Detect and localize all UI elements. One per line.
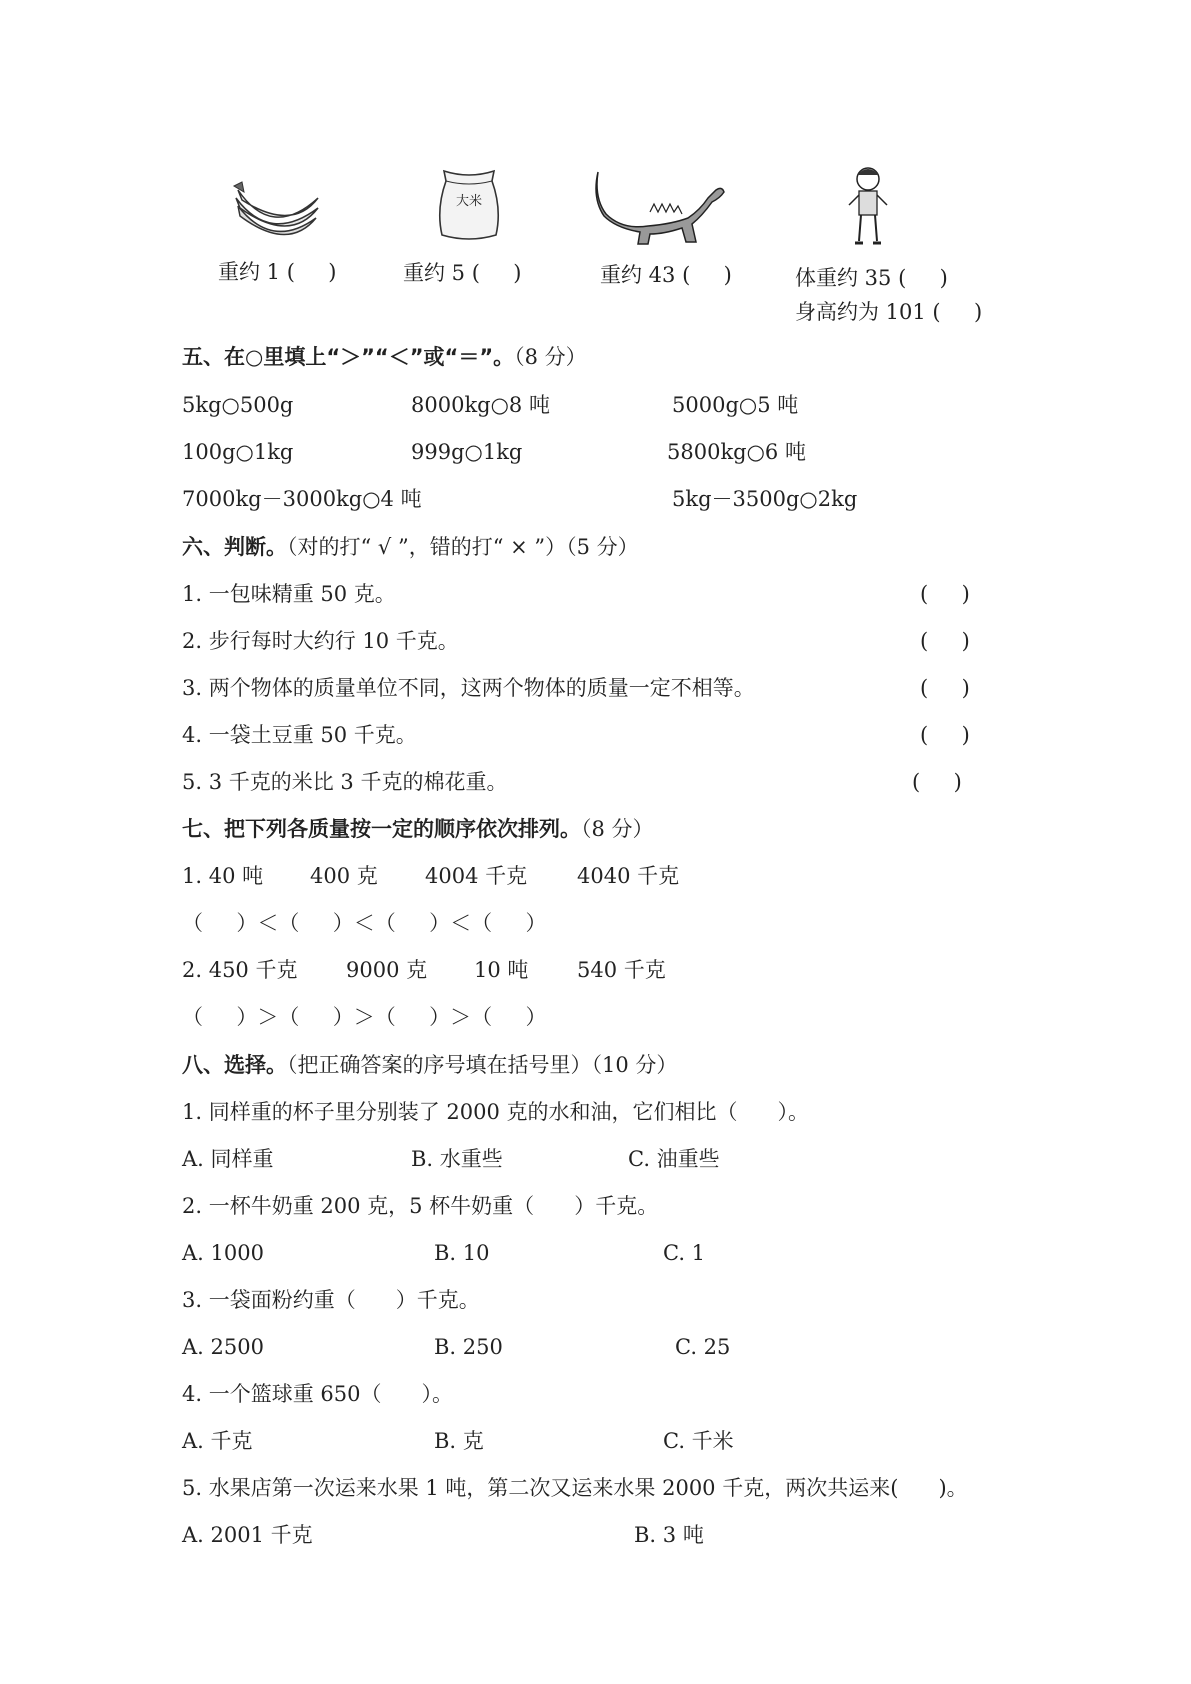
dinosaur-picture: [588, 168, 728, 248]
choice-option[interactable]: B. 克: [434, 1429, 484, 1453]
choice-option[interactable]: B. 3 吨: [634, 1523, 704, 1547]
choice-option[interactable]: C. 千米: [663, 1429, 734, 1453]
choice-option[interactable]: B. 水重些: [411, 1147, 503, 1171]
choice-option[interactable]: B. 250: [434, 1335, 503, 1359]
compare-item: 5kg－3500g○2kg: [672, 487, 858, 511]
order-q1-item: 4004 千克: [425, 864, 528, 888]
choice-question: 4. 一个篮球重 650（ ）。: [182, 1382, 454, 1406]
choice-option[interactable]: A. 同样重: [182, 1147, 274, 1171]
section5-heading: 五、在○里填上“＞”“＜”或“＝”。（8 分）: [182, 345, 587, 369]
choice-question: 2. 一杯牛奶重 200 克，5 杯牛奶重（ ）千克。: [182, 1194, 659, 1218]
judge-bracket[interactable]: ( ): [920, 629, 970, 653]
order-q1-label: 1. 40 吨: [182, 864, 264, 888]
choice-option[interactable]: A. 2500: [182, 1335, 264, 1359]
boy-height-caption: 身高约为 101 ( ): [795, 300, 983, 324]
dinosaur-caption: 重约 43 ( ): [600, 263, 732, 287]
order-q2-item: 540 千克: [577, 958, 666, 982]
order-q2-answer-row[interactable]: （ ）＞（ ）＞（ ）＞（ ）: [182, 1005, 547, 1029]
banana-caption: 重约 1 ( ): [218, 260, 337, 284]
boy-weight-caption: 体重约 35 ( ): [795, 266, 948, 290]
choice-option[interactable]: C. 25: [675, 1335, 731, 1359]
judge-item: 3. 两个物体的质量单位不同，这两个物体的质量一定不相等。: [182, 676, 755, 700]
judge-item: 5. 3 千克的米比 3 千克的棉花重。: [182, 770, 508, 794]
order-q1-item: 400 克: [310, 864, 378, 888]
choice-option[interactable]: A. 1000: [182, 1241, 264, 1265]
choice-question: 3. 一袋面粉约重（ ）千克。: [182, 1288, 480, 1312]
compare-item: 8000kg○8 吨: [411, 393, 550, 417]
compare-item: 5kg○500g: [182, 393, 294, 417]
rice-bag-picture: [430, 165, 508, 243]
choice-question: 5. 水果店第一次运来水果 1 吨，第二次又运来水果 2000 千克，两次共运来( )。: [182, 1476, 968, 1500]
rice-caption: 重约 5 ( ): [403, 261, 522, 285]
choice-option[interactable]: A. 2001 千克: [182, 1523, 313, 1547]
section6-heading: 六、判断。（对的打“ √ ”，错的打“ × ”）（5 分）: [182, 535, 639, 559]
choice-option[interactable]: C. 油重些: [628, 1147, 720, 1171]
rice-bag-label: 大米: [455, 194, 483, 209]
choice-option[interactable]: B. 10: [434, 1241, 490, 1265]
order-q2-item: 9000 克: [346, 958, 428, 982]
compare-item: 999g○1kg: [411, 440, 523, 464]
choice-option[interactable]: C. 1: [663, 1241, 706, 1265]
order-q1-item: 4040 千克: [577, 864, 680, 888]
compare-item: 100g○1kg: [182, 440, 294, 464]
judge-bracket[interactable]: ( ): [920, 582, 970, 606]
section7-heading: 七、把下列各质量按一定的顺序依次排列。（8 分）: [182, 817, 654, 841]
judge-item: 1. 一包味精重 50 克。: [182, 582, 396, 606]
judge-item: 4. 一袋土豆重 50 千克。: [182, 723, 417, 747]
judge-bracket[interactable]: ( ): [912, 770, 962, 794]
banana-picture: [232, 178, 322, 236]
order-q1-answer-row[interactable]: （ ）＜（ ）＜（ ）＜（ ）: [182, 911, 547, 935]
judge-item: 2. 步行每时大约行 10 千克。: [182, 629, 459, 653]
order-q2-item: 10 吨: [474, 958, 529, 982]
judge-bracket[interactable]: ( ): [920, 723, 970, 747]
choice-question: 1. 同样重的杯子里分别装了 2000 克的水和油，它们相比（ ）。: [182, 1100, 810, 1124]
compare-item: 5800kg○6 吨: [667, 440, 806, 464]
choice-option[interactable]: A. 千克: [182, 1429, 253, 1453]
section8-heading: 八、选择。（把正确答案的序号填在括号里）（10 分）: [182, 1053, 678, 1077]
compare-item: 5000g○5 吨: [672, 393, 799, 417]
order-q2-label: 2. 450 千克: [182, 958, 298, 982]
compare-item: 7000kg－3000kg○4 吨: [182, 487, 422, 511]
judge-bracket[interactable]: ( ): [920, 676, 970, 700]
boy-picture: [845, 165, 891, 247]
